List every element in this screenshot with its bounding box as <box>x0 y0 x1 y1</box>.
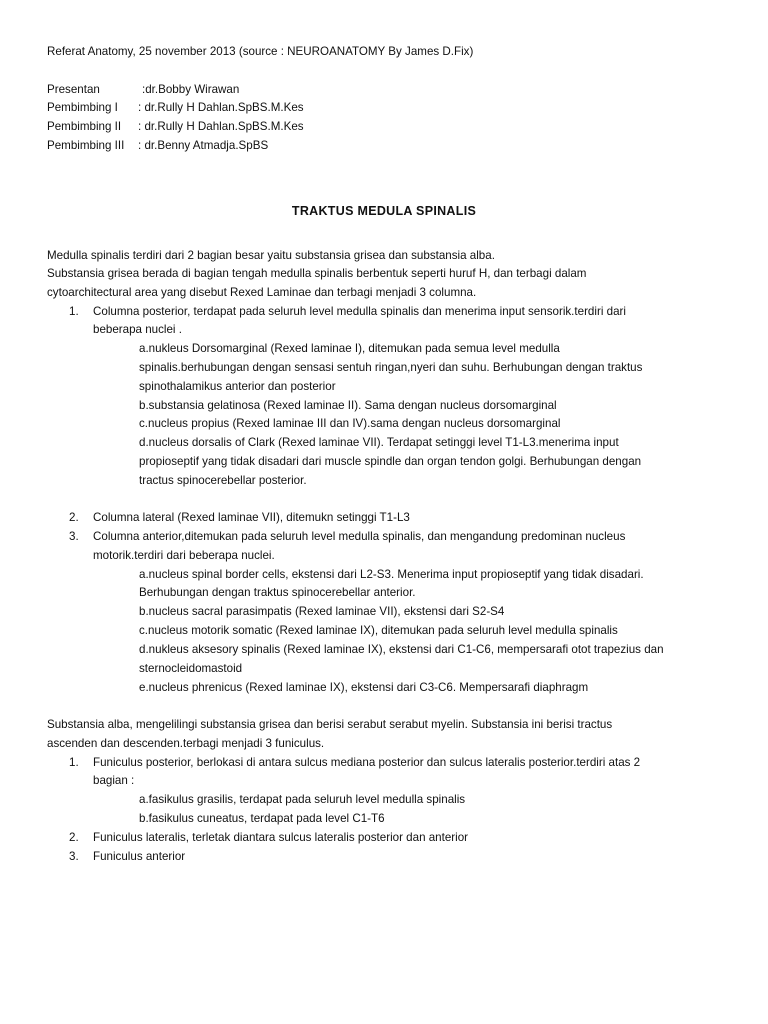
sub-item-text: a.nucleus spinal border cells, ekstensi dari L2-S3. Menerima input propioseptif yang tidak disadari. <box>139 568 644 581</box>
sub-item-text: tractus spinocerebellar posterior. <box>139 474 307 487</box>
alba-intro-line: Substansia alba, mengelilingi substansia grisea dan berisi serabut serabut myelin. Substansia ini berisi tractus <box>47 718 613 731</box>
list-item-text: bagian : <box>93 774 135 787</box>
reference-line: Referat Anatomy, 25 november 2013 (source : NEUROANATOMY By James D.Fix) <box>47 45 474 58</box>
list-number: 1. <box>69 756 79 769</box>
list-item-text: Columna lateral (Rexed laminae VII), ditemukn setinggi T1-L3 <box>93 511 410 524</box>
pembimbing-2-name: : dr.Rully H Dahlan.SpBS.M.Kes <box>138 120 304 133</box>
sub-item-text: sternocleidomastoid <box>139 662 243 675</box>
list-number: 3. <box>69 530 79 543</box>
list-number: 2. <box>69 511 79 524</box>
intro-line: Medulla spinalis terdiri dari 2 bagian besar yaitu substansia grisea dan substansia alba. <box>47 249 495 262</box>
pembimbing-2-label: Pembimbing II <box>47 120 122 133</box>
pembimbing-3-label: Pembimbing III <box>47 139 125 152</box>
list-number: 1. <box>69 305 79 318</box>
presentan-name: :dr.Bobby Wirawan <box>142 83 240 96</box>
list-item-text: Funiculus posterior, berlokasi di antara sulcus mediana posterior dan sulcus lateralis posterior.terdiri atas 2 <box>93 756 641 769</box>
sub-item-text: Berhubungan dengan traktus spinocerebellar anterior. <box>139 586 416 599</box>
sub-item-text: d.nucleus dorsalis of Clark (Rexed laminae VII). Terdapat setinggi level T1-L3.menerima input <box>139 436 619 449</box>
list-item-text: beberapa nuclei . <box>93 323 182 336</box>
intro-line: Substansia grisea berada di bagian tengah medulla spinalis berbentuk seperti huruf H, dan terbagi dalam <box>47 267 587 280</box>
sub-item-text: c.nucleus motorik somatic (Rexed laminae IX), ditemukan pada seluruh level medulla spinalis <box>139 624 618 637</box>
sub-item-text: propioseptif yang tidak disadari dari muscle spindle dan organ tendon golgi. Berhubungan dengan <box>139 455 642 468</box>
sub-item-text: spinalis.berhubungan dengan sensasi sentuh ringan,nyeri dan suhu. Berhubungan dengan traktus <box>139 361 643 374</box>
list-number: 2. <box>69 831 79 844</box>
presentan-label: Presentan <box>47 83 100 96</box>
sub-item-text: spinothalamikus anterior dan posterior <box>139 380 336 393</box>
intro-line: cytoarchitectural area yang disebut Rexed Laminae dan terbagi menjadi 3 columna. <box>47 286 477 299</box>
sub-item-text: a.fasikulus grasilis, terdapat pada seluruh level medulla spinalis <box>139 793 466 806</box>
list-item-text: Funiculus anterior <box>93 850 186 863</box>
pembimbing-1-label: Pembimbing I <box>47 101 118 114</box>
sub-item-text: d.nukleus aksesory spinalis (Rexed laminae IX), ekstensi dari C1-C6, mempersarafi otot trapezius dan <box>139 643 664 656</box>
sub-item-text: b.substansia gelatinosa (Rexed laminae II). Sama dengan nucleus dorsomarginal <box>139 399 557 412</box>
list-item-text: motorik.terdiri dari beberapa nuclei. <box>93 549 275 562</box>
page-title: TRAKTUS MEDULA SPINALIS <box>291 204 477 218</box>
alba-intro-line: ascenden dan descenden.terbagi menjadi 3 funiculus. <box>47 737 325 750</box>
sub-item-text: b.fasikulus cuneatus, terdapat pada level C1-T6 <box>139 812 385 825</box>
sub-item-text: b.nucleus sacral parasimpatis (Rexed laminae VII), ekstensi dari S2-S4 <box>139 605 505 618</box>
pembimbing-1-name: : dr.Rully H Dahlan.SpBS.M.Kes <box>138 101 304 114</box>
pembimbing-3-name: : dr.Benny Atmadja.SpBS <box>138 139 269 152</box>
list-item-text: Columna posterior, terdapat pada seluruh level medulla spinalis dan menerima input sensorik.terdiri dari <box>93 305 626 318</box>
list-number: 3. <box>69 850 79 863</box>
sub-item-text: a.nukleus Dorsomarginal (Rexed laminae I), ditemukan pada semua level medulla <box>139 342 560 355</box>
sub-item-text: c.nucleus propius (Rexed laminae III dan IV).sama dengan nucleus dorsomarginal <box>139 417 561 430</box>
sub-item-text: e.nucleus phrenicus (Rexed laminae IX), ekstensi dari C3-C6. Mempersarafi diaphragm <box>139 681 589 694</box>
list-item-text: Funiculus lateralis, terletak diantara sulcus lateralis posterior dan anterior <box>93 831 469 844</box>
list-item-text: Columna anterior,ditemukan pada seluruh level medulla spinalis, dan mengandung predominan nucleus <box>93 530 626 543</box>
